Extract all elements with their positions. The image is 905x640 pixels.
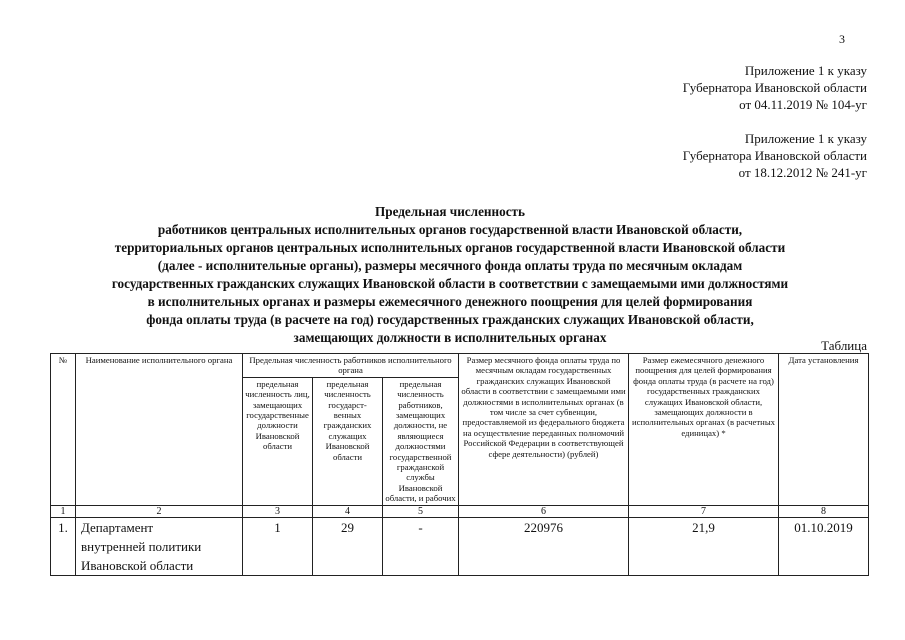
header-limit-officials: предельная численность лиц, замещающих государственные должности Ивановской области: [243, 377, 313, 505]
org-name-line: внутренней политики: [81, 538, 202, 554]
annex-reference-original: [683, 130, 867, 181]
column-number: 7: [629, 505, 779, 517]
annex-line: от 18.12.2012 № 241-уг: [738, 165, 867, 180]
annex-line: Приложение 1 к указу: [744, 131, 867, 146]
column-number: 5: [383, 505, 459, 517]
header-org-name: Наименование исполнительного органа: [76, 354, 243, 506]
org-name-line: Департамент: [81, 519, 154, 535]
title-line: Предельная численность: [374, 204, 526, 219]
title-line: работников центральных исполнительных органов государственной власти Ивановской области,: [157, 222, 743, 237]
row-org-name: [76, 517, 243, 575]
annex-line: от 04.11.2019 № 104-уг: [739, 97, 867, 112]
page-number: 3: [839, 32, 845, 46]
header-limit-other: предельная численность работников, замещающих должности, не являющиеся должностями государственной гражданской службы Ивановской области, и рабочих: [383, 377, 459, 505]
column-number-row: [51, 505, 869, 517]
staffing-table: [50, 353, 869, 576]
column-number: 8: [779, 505, 869, 517]
column-number: 3: [243, 505, 313, 517]
title-line: фонда оплаты труда (в расчете на год) государственных гражданских служащих Ивановской области,: [146, 312, 754, 327]
row-limit-officials: 1: [243, 517, 313, 575]
row-limit-civil-servants: 29: [313, 517, 383, 575]
title-line: в исполнительных органах и размеры ежемесячного денежного поощрения для целей формирования: [147, 294, 753, 309]
column-number: 1: [51, 505, 76, 517]
header-limit-group: Предельная численность работников исполнительного органа: [243, 354, 459, 378]
annex-line: Губернатора Ивановской области: [682, 80, 867, 95]
table-caption: Таблица: [821, 338, 867, 353]
column-number: 6: [459, 505, 629, 517]
document-title: [40, 203, 860, 347]
header-date: Дата установления: [779, 354, 869, 506]
title-line: территориальных органов центральных исполнительных органов государственной власти Ивановской области: [114, 240, 786, 255]
row-limit-other: -: [383, 517, 459, 575]
row-bonus: 21,9: [629, 517, 779, 575]
annex-line: Губернатора Ивановской области: [682, 148, 867, 163]
column-number: 4: [313, 505, 383, 517]
annex-line: Приложение 1 к указу: [744, 63, 867, 78]
column-number: 2: [76, 505, 243, 517]
row-date: 01.10.2019: [779, 517, 869, 575]
annex-reference-current: [683, 62, 867, 113]
title-line: замещающих должности в исполнительных органах: [293, 330, 607, 345]
header-limit-civil-servants: предельная численность государст-венных гражданских служащих Ивановской области: [313, 377, 383, 505]
row-num: 1.: [51, 517, 76, 575]
table-row: [51, 517, 869, 575]
header-bonus: Размер ежемесячного денежного поощрения для целей формирования фонда оплаты труда (в расчете на год) государственных гражданских служащих Ивановской области, замещающих должности в исполнительных органах (в расчетных единицах) *: [629, 354, 779, 506]
row-monthly-fund: 220976: [459, 517, 629, 575]
header-num: №: [51, 354, 76, 506]
table-header-row: [51, 354, 869, 378]
header-monthly-fund: Размер месячного фонда оплаты труда по месячным окладам государственных гражданских служащих Ивановской области в соответствии с замещаемыми ими должностями в исполнительных органах (в том числе за счет субвенции, предоставляемой из федерального бюджета на осуществление переданных полномочий Российской Федерации в соответствующей сфере деятельности) (рублей): [459, 354, 629, 506]
org-name-line: Ивановской области: [81, 557, 194, 573]
title-line: государственных гражданских служащих Ивановской области в соответствии с замещаемыми ими должностями: [111, 276, 789, 291]
title-line: (далее - исполнительные органы), размеры месячного фонда оплаты труда по месячным окладам: [157, 258, 743, 273]
